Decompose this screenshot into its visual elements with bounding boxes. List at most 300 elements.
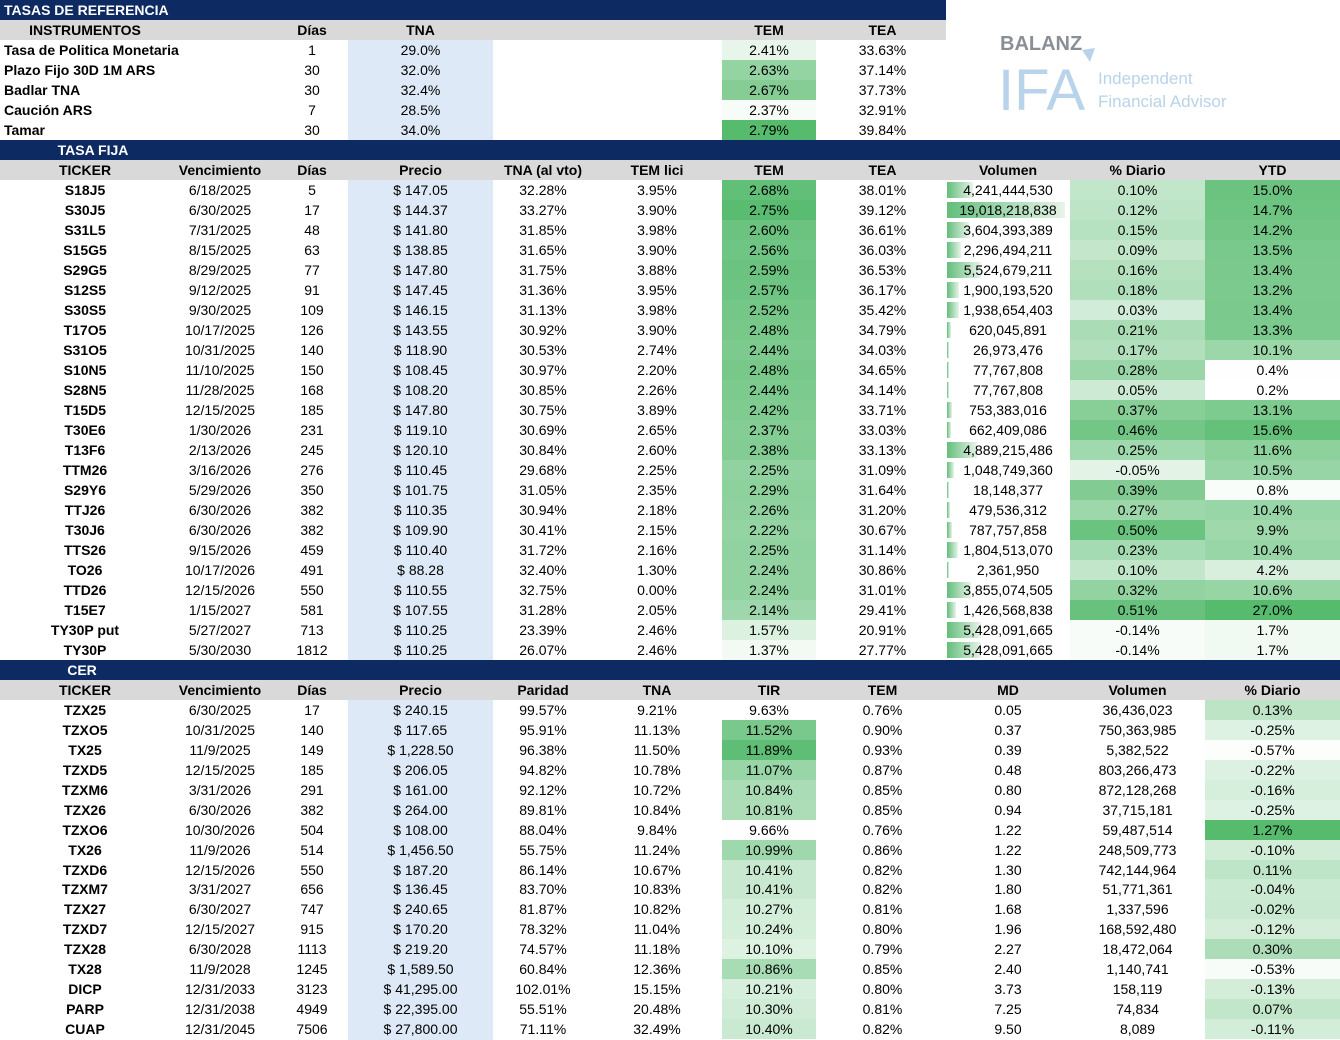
fija-cell-tem-lici: 2.26% <box>637 382 677 398</box>
cer-cell-ticker: TZXD5 <box>62 761 108 778</box>
fija-cell-volumen <box>946 640 1070 660</box>
ref-cell-tna: 32.0% <box>400 62 441 78</box>
fija-cell-tem-lici: 2.35% <box>637 482 677 498</box>
fija-cell-precio: $ 147.80 <box>393 402 448 418</box>
ref-section-band <box>0 0 946 20</box>
fija-cell-dias: 350 <box>300 482 324 498</box>
cer-cell-volumen: 1,140,741 <box>1106 961 1169 978</box>
cer-cell-tir: 10.21% <box>722 979 816 999</box>
cer-header-10: % Diario <box>1244 682 1301 698</box>
fija-volumen-value: 3,855,074,505 <box>963 582 1053 598</box>
fija-volumen-value: 787,757,858 <box>969 522 1047 538</box>
fija-cell-vencimiento: 9/12/2025 <box>188 282 252 298</box>
fija-cell-dias: 276 <box>300 462 324 478</box>
fija-volumen-value: 19,018,218,838 <box>959 202 1057 218</box>
cer-cell-precio: $ 1,228.50 <box>387 741 454 758</box>
fija-header-2: Días <box>297 162 327 178</box>
fija-cell-tem-lici: 3.98% <box>637 222 677 238</box>
cer-cell-paridad: 78.32% <box>519 921 567 938</box>
cer-cell-diario: -0.53% <box>1205 959 1340 979</box>
fija-cell-volumen <box>946 500 1070 520</box>
fija-cell-tna: 32.28% <box>519 182 567 198</box>
fija-row <box>0 340 1340 360</box>
fija-cell-tna: 31.28% <box>519 602 567 618</box>
cer-cell-md: 1.30 <box>994 861 1022 878</box>
ref-cell-tea: 37.14% <box>858 62 907 78</box>
cer-cell-vencimiento: 10/31/2025 <box>184 721 256 738</box>
cer-cell-tir: 10.10% <box>722 939 816 959</box>
fija-cell-ytd: 0.4% <box>1205 360 1340 380</box>
cer-header-9: Volumen <box>1108 682 1167 698</box>
cer-cell-tem: 0.85% <box>862 961 903 978</box>
cer-cell-tem: 0.82% <box>862 881 903 898</box>
cer-cell-dias: 382 <box>300 801 324 818</box>
fija-cell-precio: $ 110.35 <box>393 502 448 518</box>
logo-brand: BALANZ <box>1000 33 1083 55</box>
fija-cell-precio: $ 110.25 <box>393 622 448 638</box>
cer-cell-dias: 504 <box>300 821 324 838</box>
cer-row <box>0 860 1340 880</box>
fija-cell-volumen <box>946 300 1070 320</box>
cer-cell-paridad: 83.70% <box>519 881 567 898</box>
cer-cell-diario: -0.13% <box>1205 979 1340 999</box>
cer-cell-dias: 1113 <box>297 941 327 958</box>
cer-cell-vencimiento: 12/31/2045 <box>184 1021 256 1038</box>
fija-cell-diario: 0.28% <box>1070 360 1205 380</box>
fija-header-5: TEM lici <box>630 162 684 178</box>
fija-cell-precio: $ 109.90 <box>393 522 448 538</box>
cer-cell-tir: 10.41% <box>722 879 816 899</box>
fija-volumen-value: 1,900,193,520 <box>963 282 1053 298</box>
cer-header-4: Paridad <box>517 682 569 698</box>
fija-cell-ytd: 15.6% <box>1205 420 1340 440</box>
fija-row <box>0 400 1340 420</box>
logo-line2: Financial Advisor <box>1098 92 1227 111</box>
cer-cell-precio: $ 161.00 <box>393 781 448 798</box>
fija-cell-tem-lici: 3.90% <box>637 202 677 218</box>
cer-cell-md: 7.25 <box>994 1001 1022 1018</box>
cer-cell-paridad: 74.57% <box>519 941 567 958</box>
cer-cell-md: 9.50 <box>994 1021 1022 1038</box>
cer-row <box>0 840 1340 860</box>
fija-cell-tem: 1.37% <box>722 640 816 660</box>
fija-cell-tna: 32.75% <box>519 582 567 598</box>
cer-cell-tna: 9.21% <box>637 702 677 718</box>
cer-cell-md: 0.48 <box>994 761 1022 778</box>
fija-cell-vencimiento: 2/13/2026 <box>188 442 252 458</box>
cer-cell-diario: 0.11% <box>1205 860 1340 880</box>
cer-cell-vencimiento: 6/30/2025 <box>188 702 252 718</box>
fija-cell-ytd: 1.7% <box>1205 620 1340 640</box>
cer-cell-paridad: 86.14% <box>519 861 567 878</box>
fija-cell-diario: 0.03% <box>1070 300 1205 320</box>
cer-cell-dias: 915 <box>300 921 324 938</box>
fija-cell-dias: 491 <box>300 562 324 578</box>
cer-cell-dias: 7506 <box>296 1021 328 1038</box>
cer-row <box>0 800 1340 820</box>
cer-row <box>0 959 1340 979</box>
cer-row <box>0 740 1340 760</box>
fija-cell-volumen <box>946 540 1070 560</box>
cer-cell-volumen: 59,487,514 <box>1102 821 1173 838</box>
ref-cell-tea: 39.84% <box>858 122 907 138</box>
fija-cell-tem: 2.22% <box>722 520 816 540</box>
ref-cell-tna: 32.4% <box>400 82 441 98</box>
fija-cell-tna: 30.97% <box>519 362 567 378</box>
fija-cell-diario: 0.25% <box>1070 440 1205 460</box>
fija-cell-vencimiento: 5/30/2030 <box>188 642 252 658</box>
fija-cell-tna: 30.84% <box>519 442 567 458</box>
cer-header-5: TNA <box>642 682 672 698</box>
cer-cell-tem: 0.76% <box>862 821 903 838</box>
cer-cell-tna: 11.50% <box>633 741 681 758</box>
cer-cell-diario: 0.07% <box>1205 999 1340 1019</box>
fija-cell-tea: 33.03% <box>858 422 907 438</box>
fija-cell-dias: 245 <box>300 442 324 458</box>
fija-cell-tna: 31.72% <box>519 542 567 558</box>
cer-row <box>0 780 1340 800</box>
fija-cell-tea: 31.14% <box>858 542 907 558</box>
fija-volumen-value: 1,938,654,403 <box>963 302 1053 318</box>
fija-cell-ytd: 4.2% <box>1205 560 1340 580</box>
fija-cell-volumen <box>946 360 1070 380</box>
fija-cell-tem: 2.24% <box>722 580 816 600</box>
cer-cell-tem: 0.82% <box>862 1021 903 1038</box>
ref-cell-instrument: Tamar <box>4 122 45 138</box>
fija-cell-vencimiento: 8/15/2025 <box>188 242 252 258</box>
fija-cell-tea: 33.71% <box>858 402 907 418</box>
fija-cell-tea: 34.65% <box>858 362 907 378</box>
fija-volumen-value: 753,383,016 <box>969 402 1047 418</box>
fija-row <box>0 460 1340 480</box>
fija-cell-dias: 140 <box>300 342 324 358</box>
fija-cell-tem-lici: 3.95% <box>637 282 677 298</box>
fija-cell-ticker: T30E6 <box>64 422 106 438</box>
fija-volumen-value: 479,536,312 <box>969 502 1047 518</box>
fija-cell-volumen <box>946 180 1070 200</box>
fija-row <box>0 220 1340 240</box>
cer-cell-tna: 10.83% <box>633 881 681 898</box>
cer-cell-vencimiento: 3/31/2027 <box>188 881 252 898</box>
cer-cell-volumen: 248,509,773 <box>1098 841 1177 858</box>
cer-cell-ticker: TZXO6 <box>62 821 108 838</box>
fija-cell-diario: 0.10% <box>1070 560 1205 580</box>
cer-cell-precio: $ 117.65 <box>393 721 448 738</box>
ref-header-tea: TEA <box>868 22 897 38</box>
fija-cell-ticker: TY30P <box>63 642 107 658</box>
fija-cell-precio: $ 107.55 <box>393 602 448 618</box>
fija-cell-dias: 550 <box>300 582 324 598</box>
cer-cell-paridad: 55.75% <box>519 841 567 858</box>
fija-volumen-value: 2,361,950 <box>976 562 1040 578</box>
fija-volumen-value: 1,804,513,070 <box>963 542 1053 558</box>
cer-cell-md: 1.80 <box>994 881 1022 898</box>
fija-volumen-value: 2,296,494,211 <box>963 242 1053 258</box>
fija-cell-ytd: 10.4% <box>1205 540 1340 560</box>
cer-cell-tna: 10.84% <box>633 801 681 818</box>
cer-cell-tir: 10.27% <box>722 899 816 919</box>
ref-cell-dias: 30 <box>304 62 320 78</box>
ref-cell-dias: 30 <box>304 82 320 98</box>
cer-cell-precio: $ 264.00 <box>393 801 448 818</box>
fija-cell-tem: 2.68% <box>722 180 816 200</box>
ref-cell-tea: 33.63% <box>858 42 907 58</box>
fija-cell-diario: 0.27% <box>1070 500 1205 520</box>
fija-cell-vencimiento: 6/30/2026 <box>188 522 252 538</box>
fija-cell-ticker: S10N5 <box>63 362 107 378</box>
cer-cell-precio: $ 187.20 <box>393 861 448 878</box>
fija-cell-dias: 581 <box>300 602 324 618</box>
fija-cell-precio: $ 110.55 <box>393 582 448 598</box>
fija-cell-diario: 0.50% <box>1070 520 1205 540</box>
logo-mark <box>998 28 1238 118</box>
cer-cell-md: 1.68 <box>994 901 1022 918</box>
cer-cell-dias: 1245 <box>296 961 328 978</box>
cer-cell-dias: 149 <box>300 741 324 758</box>
fija-cell-dias: 48 <box>304 222 320 238</box>
ref-header-dias: Días <box>297 22 327 38</box>
fija-row <box>0 360 1340 380</box>
cer-row <box>0 939 1340 959</box>
fija-row <box>0 520 1340 540</box>
fija-cell-tem: 2.25% <box>722 460 816 480</box>
fija-cell-precio: $ 147.05 <box>393 182 448 198</box>
fija-cell-tea: 36.53% <box>858 262 907 278</box>
fija-cell-vencimiento: 3/16/2026 <box>188 462 252 478</box>
fija-cell-tem: 2.57% <box>722 280 816 300</box>
fija-volumen-value: 3,604,393,389 <box>963 222 1053 238</box>
cer-cell-tir: 11.52% <box>722 720 816 740</box>
cer-cell-volumen: 37,715,181 <box>1102 801 1173 818</box>
cer-cell-diario: 0.30% <box>1205 939 1340 959</box>
fija-cell-ticker: T13F6 <box>64 442 106 458</box>
cer-cell-ticker: TX28 <box>68 961 102 978</box>
ref-section-title: TASAS DE REFERENCIA <box>4 2 169 18</box>
cer-cell-ticker: TZX27 <box>63 901 106 918</box>
cer-cell-tir: 10.24% <box>722 919 816 939</box>
cer-cell-dias: 747 <box>300 901 324 918</box>
fija-cell-volumen <box>946 620 1070 640</box>
cer-cell-ticker: TZXM6 <box>62 781 108 798</box>
fija-volumen-value: 1,426,568,838 <box>963 602 1053 618</box>
fija-cell-vencimiento: 11/10/2025 <box>185 362 255 378</box>
cer-header-6: TIR <box>757 682 781 698</box>
fija-row <box>0 440 1340 460</box>
fija-row <box>0 420 1340 440</box>
fija-cell-diario: 0.23% <box>1070 540 1205 560</box>
cer-cell-md: 0.37 <box>994 721 1022 738</box>
fija-row <box>0 540 1340 560</box>
fija-header-6: TEM <box>754 162 784 178</box>
fija-cell-tna: 26.07% <box>519 642 567 658</box>
fija-header-7: TEA <box>868 162 897 178</box>
fija-cell-ytd: 15.0% <box>1205 180 1340 200</box>
fija-cell-tem-lici: 3.90% <box>637 322 677 338</box>
fija-volumen-value: 662,409,086 <box>969 422 1047 438</box>
fija-cell-tem-lici: 2.65% <box>637 422 677 438</box>
cer-cell-tna: 9.84% <box>637 821 677 838</box>
cer-cell-vencimiento: 6/30/2026 <box>188 801 252 818</box>
fija-cell-ytd: 14.2% <box>1205 220 1340 240</box>
fija-cell-diario: 0.18% <box>1070 280 1205 300</box>
fija-row <box>0 200 1340 220</box>
cer-cell-tna: 15.15% <box>633 981 681 998</box>
fija-cell-ticker: TTD26 <box>63 582 107 598</box>
fija-cell-volumen <box>946 200 1070 220</box>
fija-cell-tem: 1.57% <box>722 620 816 640</box>
fija-cell-vencimiento: 12/15/2025 <box>184 402 256 418</box>
cer-cell-ticker: TZXD6 <box>62 861 108 878</box>
cer-cell-diario: -0.25% <box>1205 800 1340 820</box>
fija-cell-vencimiento: 11/28/2025 <box>185 382 255 398</box>
fija-cell-tem: 2.60% <box>722 220 816 240</box>
fija-cell-volumen <box>946 320 1070 340</box>
fija-cell-tem: 2.38% <box>722 440 816 460</box>
cer-cell-ticker: TZX26 <box>63 801 106 818</box>
cer-cell-dias: 656 <box>300 881 324 898</box>
cer-cell-tem: 0.93% <box>862 741 903 758</box>
cer-cell-ticker: TZXD7 <box>62 921 108 938</box>
fija-cell-ytd: 0.8% <box>1205 480 1340 500</box>
fija-cell-tem-lici: 2.05% <box>637 602 677 618</box>
fija-cell-vencimiento: 9/15/2026 <box>188 542 252 558</box>
cer-cell-volumen: 158,119 <box>1112 981 1163 998</box>
fija-cell-vencimiento: 1/30/2026 <box>188 422 252 438</box>
fija-cell-ticker: T15D5 <box>63 402 107 418</box>
cer-cell-volumen: 36,436,023 <box>1102 702 1173 718</box>
fija-volumen-value: 5,428,091,665 <box>963 642 1053 658</box>
ref-cell-tea: 32.91% <box>858 102 907 118</box>
cer-cell-dias: 17 <box>304 702 320 718</box>
cer-cell-volumen: 51,771,361 <box>1102 881 1173 898</box>
fija-header-1: Vencimiento <box>178 162 262 178</box>
fija-cell-tem-lici: 0.00% <box>637 582 677 598</box>
cer-cell-vencimiento: 10/30/2026 <box>184 821 256 838</box>
cer-row <box>0 919 1340 939</box>
cer-cell-diario: 1.27% <box>1205 820 1340 840</box>
fija-cell-precio: $ 118.90 <box>393 342 448 358</box>
fija-cell-volumen <box>946 560 1070 580</box>
fija-cell-diario: 0.46% <box>1070 420 1205 440</box>
fija-cell-precio: $ 108.20 <box>393 382 448 398</box>
fija-cell-ytd: 13.4% <box>1205 260 1340 280</box>
fija-volumen-value: 5,524,679,211 <box>963 262 1053 278</box>
cer-cell-precio: $ 41,295.00 <box>383 981 458 998</box>
cer-header-8: MD <box>997 682 1019 698</box>
fija-volumen-value: 77,767,808 <box>972 362 1044 378</box>
cer-cell-ticker: TX25 <box>68 741 102 758</box>
cer-row <box>0 760 1340 780</box>
fija-cell-dias: 382 <box>300 522 324 538</box>
fija-cell-tem: 2.24% <box>722 560 816 580</box>
fija-cell-vencimiento: 6/18/2025 <box>188 182 252 198</box>
cer-cell-diario: -0.11% <box>1205 1019 1340 1039</box>
fija-cell-precio: $ 110.45 <box>393 462 448 478</box>
fija-header-8: Volumen <box>978 162 1038 178</box>
cer-cell-md: 1.22 <box>994 821 1022 838</box>
cer-cell-tna: 11.18% <box>633 941 681 958</box>
fija-cell-ytd: 1.7% <box>1205 640 1340 660</box>
fija-row <box>0 500 1340 520</box>
fija-cell-ticker: S29Y6 <box>63 482 107 498</box>
cer-cell-tem: 0.90% <box>862 721 903 738</box>
ref-cell-dias: 30 <box>304 122 320 138</box>
fija-cell-tna: 30.92% <box>519 322 567 338</box>
fija-cell-tem-lici: 2.46% <box>637 642 677 658</box>
fija-cell-dias: 150 <box>300 362 324 378</box>
fija-cell-tea: 34.79% <box>858 322 907 338</box>
fija-row <box>0 320 1340 340</box>
cer-cell-paridad: 92.12% <box>519 781 567 798</box>
cer-header-3: Precio <box>399 682 442 698</box>
cer-cell-tna: 10.72% <box>633 781 681 798</box>
cer-cell-tir: 10.41% <box>722 860 816 880</box>
cer-section-title: CER <box>67 662 97 678</box>
cer-header-0: TICKER <box>58 682 112 698</box>
fija-cell-tem: 2.44% <box>722 380 816 400</box>
fija-cell-tem: 2.56% <box>722 240 816 260</box>
fija-cell-precio: $ 110.25 <box>393 642 448 658</box>
fija-cell-precio: $ 147.45 <box>393 282 448 298</box>
fija-volumen-value: 26,973,476 <box>972 342 1044 358</box>
fija-cell-tem: 2.52% <box>722 300 816 320</box>
fija-cell-tem-lici: 3.98% <box>637 302 677 318</box>
cer-cell-paridad: 96.38% <box>519 741 567 758</box>
fija-cell-ticker: S15G5 <box>63 242 107 258</box>
fija-cell-ytd: 13.5% <box>1205 240 1340 260</box>
cer-cell-paridad: 55.51% <box>519 1001 567 1018</box>
fija-cell-tna: 30.75% <box>519 402 567 418</box>
cer-header-2: Días <box>297 682 327 698</box>
fija-cell-tem: 2.59% <box>722 260 816 280</box>
fija-cell-tem-lici: 3.88% <box>637 262 677 278</box>
cer-cell-diario: -0.22% <box>1205 760 1340 780</box>
cer-cell-vencimiento: 11/9/2026 <box>189 841 251 858</box>
cer-cell-tem: 0.79% <box>862 941 903 958</box>
cer-cell-precio: $ 240.65 <box>393 901 448 918</box>
cer-cell-tem: 0.85% <box>862 801 903 818</box>
fija-cell-diario: 0.12% <box>1070 200 1205 220</box>
cer-cell-vencimiento: 6/30/2027 <box>188 901 252 918</box>
ref-cell-instrument: Badlar TNA <box>4 82 81 98</box>
fija-cell-ticker: S18J5 <box>64 182 106 198</box>
cer-cell-paridad: 94.82% <box>519 761 567 778</box>
cer-cell-tem: 0.82% <box>862 861 903 878</box>
cer-cell-tir: 9.66% <box>722 820 816 840</box>
fija-cell-tem-lici: 2.60% <box>637 442 677 458</box>
ref-header-row <box>0 20 946 40</box>
fija-cell-vencimiento: 10/17/2026 <box>184 562 256 578</box>
fija-cell-vencimiento: 6/30/2025 <box>188 202 252 218</box>
fija-cell-ticker: S31O5 <box>63 342 107 358</box>
fija-cell-tem-lici: 3.90% <box>637 242 677 258</box>
fija-row <box>0 560 1340 580</box>
fija-cell-tea: 31.64% <box>858 482 907 498</box>
ref-cell-tea: 37.73% <box>858 82 907 98</box>
fija-cell-dias: 185 <box>300 402 324 418</box>
fija-cell-vencimiento: 5/29/2026 <box>188 482 252 498</box>
fija-cell-dias: 91 <box>304 282 320 298</box>
fija-cell-ticker: T30J6 <box>65 522 105 538</box>
fija-cell-ticker: S30S5 <box>63 302 107 318</box>
cer-cell-vencimiento: 12/15/2025 <box>184 761 256 778</box>
fija-header-0: TICKER <box>58 162 112 178</box>
ref-header-instrumentos: INSTRUMENTOS <box>29 22 141 38</box>
fija-cell-diario: 0.16% <box>1070 260 1205 280</box>
fija-row <box>0 300 1340 320</box>
fija-cell-tea: 34.03% <box>858 342 907 358</box>
cer-cell-vencimiento: 3/31/2026 <box>188 781 252 798</box>
